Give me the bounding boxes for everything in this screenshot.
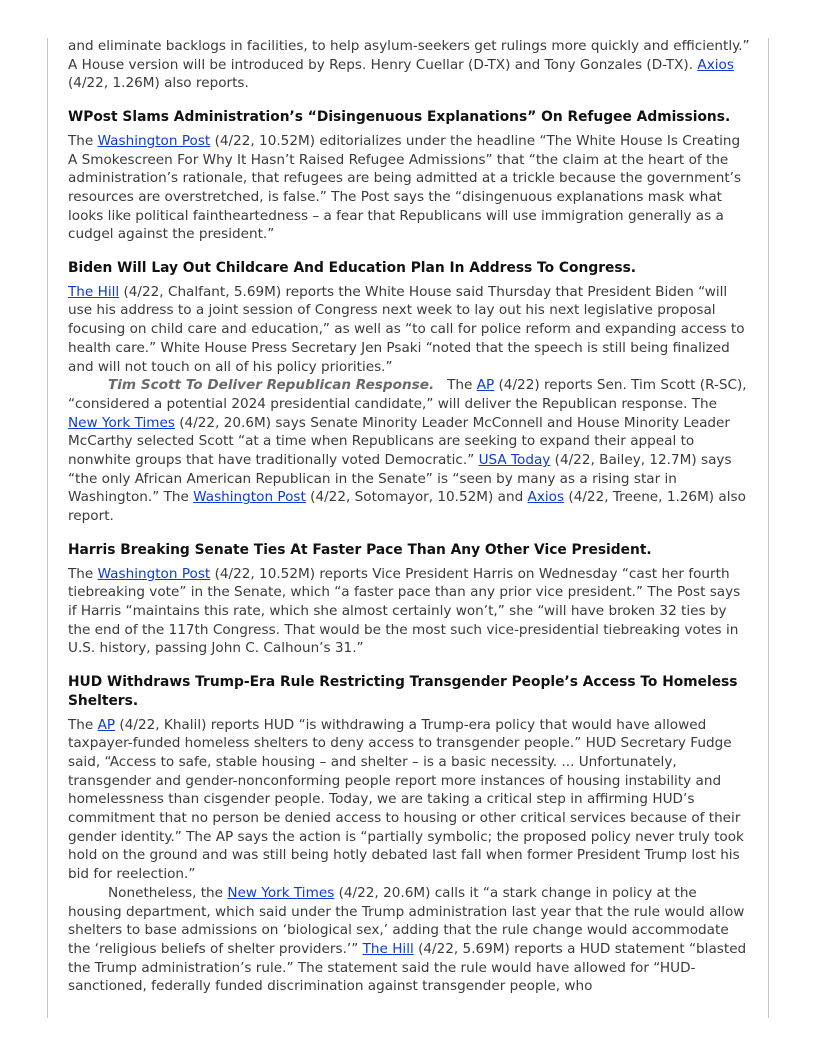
paragraph-text: and eliminate backlogs in facilities, to help asylum-seekers get rulings more quickly and efficiently.” A House version will be introduced by Reps. Henry Cuellar (D-TX) and Tony Gonzales (D-TX). [68,38,750,73]
article-paragraph [68,376,750,526]
article-paragraph [68,132,750,244]
link-the-hill[interactable]: The Hill [362,940,414,957]
article-hud-rule [68,673,750,996]
paragraph-text: (4/22, 1.26M) also reports. [68,75,249,92]
article-harris-ties [68,541,750,658]
link-washington-post[interactable]: Washington Post [97,132,211,149]
paragraph-text: The [68,716,98,733]
link-new-york-times[interactable]: New York Times [68,414,175,431]
paragraph-text: Nonetheless, the [108,884,228,901]
article-subhead: Tim Scott To Deliver Republican Response. [108,377,435,394]
link-new-york-times[interactable]: New York Times [227,884,335,901]
link-axios[interactable]: Axios [697,56,734,73]
paragraph-text: (4/22, Chalfant, 5.69M) reports the White House said Thursday that President Biden “will use his address to a joint session of Congress next week to lay out his next legislative proposal focusing on child care and education,” as well as “to call for police reform and expanding access to health care.” White House Press Secretary Jen Psaki “noted that the speech is still being finalized and will not touch on all of his policy priorities.” [68,283,745,375]
link-ap[interactable]: AP [476,377,495,394]
paragraph-text: (4/22, 10.52M) reports Vice President Harris on Wednesday “cast her fourth tiebreaking vote” in the Senate, which “a faster pace than any prior vice president.” The Post says if Harris “maintains this rate, which she almost certainly won’t,” she “will have broken 32 ties by the end of the 117th Congress. That would be the most such vice-presidential tiebreaking votes in U.S. history, passing John C. Calhoun’s 31.” [68,565,741,657]
page-border-right [768,38,769,1018]
document-page [68,37,750,996]
page-border-left [47,38,48,1018]
article-paragraph [68,884,750,996]
link-ap[interactable]: AP [97,716,116,733]
article-headline: Biden Will Lay Out Childcare And Education Plan In Address To Congress. [68,260,637,277]
paragraph-text: (4/22, 20.6M) says Senate Minority Leader McConnell and House Minority Leader McCarthy selected Scott “at a time when Republicans are seeking to expand their appeal to nonwhite groups that have traditionally voted Democratic.” [68,414,730,469]
paragraph-text: (4/22, Sotomayor, 10.52M) and [305,489,528,506]
paragraph-text: (4/22, 5.69M) reports a HUD statement “blasted the Trump administration’s rule.” The statement said the rule would have allowed for “HUD- sanctioned, federally funded discrimination against transgender people, who [68,940,747,995]
article-paragraph [68,716,750,884]
link-axios[interactable]: Axios [527,489,565,506]
article-refugee-admissions [68,108,750,244]
article-headline: HUD Withdraws Trump-Era Rule Restricting Transgender People’s Access To Homeless Shelters. [68,674,738,709]
link-usa-today[interactable]: USA Today [478,452,551,469]
link-the-hill[interactable]: The Hill [68,283,120,300]
link-washington-post[interactable]: Washington Post [97,565,211,582]
article-paragraph [68,565,750,659]
paragraph-text: The [68,565,98,582]
paragraph-text: (4/22, Bailey, 12.7M) says “the only African American Republican in the Senate” is “seen by many as a rising star in Washington.” The [68,452,732,506]
intro-paragraph [68,37,750,93]
link-washington-post[interactable]: Washington Post [193,489,306,506]
paragraph-text: (4/22, 10.52M) editorializes under the headline “The White House Is Creating A Smokescreen For Why It Hasn’t Raised Refugee Admissions” that “the claim at the heart of the administration’s rationale, that refugees are being admitted at a trickle because the government’s resources are overstretched, is false.” The Post says the “disingenuous explanations mask what looks like political faintheartedness – a fear that Republicans will use immigration generally as a cudgel against the president.” [68,132,742,243]
article-headline: WPost Slams Administration’s “Disingenuous Explanations” On Refugee Admissions. [68,109,731,126]
paragraph-text: The [434,377,477,394]
paragraph-text: (4/22) reports Sen. Tim Scott (R-SC), “considered a potential 2024 presidential candidate,” will deliver the Republican response. The [68,377,747,412]
paragraph-text: (4/22, 20.6M) calls it “a stark change in policy at the housing department, which said under the Trump administration last year that the rule would allow shelters to base admissions on ‘biological sex,’ adding that the rule change would accommodate the ‘religious beliefs of shelter providers.’” [68,884,745,957]
paragraph-text: (4/22, Khalil) reports HUD “is withdrawing a Trump-era policy that would have allowed taxpayer-funded homeless shelters to deny access to transgender people.” HUD Secretary Fudge said, “Access to safe, stable housing – and shelter – is a basic necessity. ... Unfortunately, transgender and gender-nonconforming people report more instances of housing instability and homelessness than cisgender people. Today, we are taking a critical step in affirming HUD’s commitment that no person be denied access to housing or other critical services because of their gender identity.” The AP says the action is “partially symbolic; the proposed policy never truly took hold on the ground and was still being hotly debated last fall when former President Trump lost his bid for reelection.” [68,716,744,883]
article-paragraph [68,283,750,377]
article-headline: Harris Breaking Senate Ties At Faster Pace Than Any Other Vice President. [68,541,652,558]
paragraph-text: The [68,132,98,149]
article-biden-address [68,259,750,526]
paragraph-text: (4/22, Treene, 1.26M) also report. [68,489,746,525]
